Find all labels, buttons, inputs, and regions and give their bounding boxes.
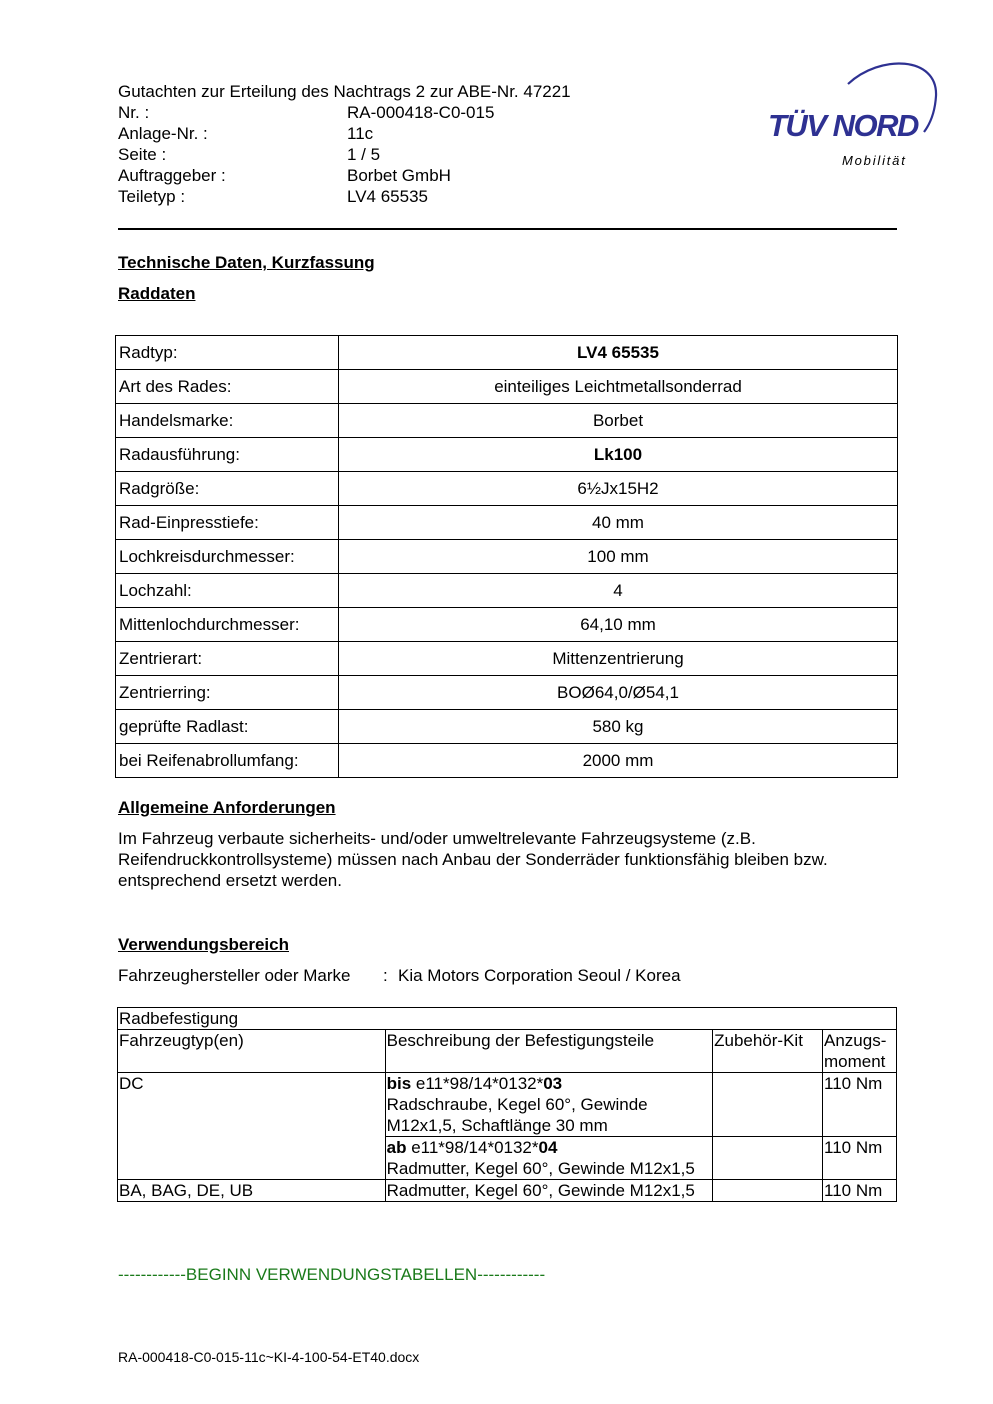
section-technische-daten: Technische Daten, Kurzfassung bbox=[118, 253, 375, 272]
approval-code: e11*98/14*0132* bbox=[415, 1074, 544, 1093]
table-row bbox=[118, 1180, 897, 1202]
raddaten-value: 100 mm bbox=[339, 540, 898, 574]
raddaten-value: 2000 mm bbox=[339, 744, 898, 778]
radbefestigung-title: Radbefestigung bbox=[118, 1008, 897, 1030]
moment-cell: 110 Nm bbox=[823, 1180, 897, 1202]
tuv-nord-logo bbox=[760, 56, 945, 171]
footer-filename: RA-000418-C0-015-11c~KI-4-100-54-ET40.docx bbox=[118, 1349, 420, 1365]
raddaten-label: Lochkreisdurchmesser: bbox=[116, 540, 339, 574]
table-row bbox=[116, 540, 898, 574]
table-row bbox=[118, 1073, 897, 1137]
kit-cell bbox=[713, 1073, 823, 1137]
header-label: Seite : bbox=[118, 145, 167, 164]
beginn-verwendungstabellen: ------------BEGINN VERWENDUNGSTABELLEN------------ bbox=[118, 1265, 546, 1284]
raddaten-label: Handelsmarke: bbox=[116, 404, 339, 438]
table-row bbox=[116, 404, 898, 438]
hersteller-label: Fahrzeughersteller oder Marke bbox=[118, 966, 351, 985]
raddaten-value: Borbet bbox=[339, 404, 898, 438]
header-anzugsmoment: Anzugs-moment bbox=[823, 1030, 897, 1073]
table-row bbox=[116, 506, 898, 540]
raddaten-value: BOØ64,0/Ø54,1 bbox=[339, 676, 898, 710]
raddaten-value: 580 kg bbox=[339, 710, 898, 744]
raddaten-label: Rad-Einpresstiefe: bbox=[116, 506, 339, 540]
raddaten-label: Radgröße: bbox=[116, 472, 339, 506]
raddaten-value: 64,10 mm bbox=[339, 608, 898, 642]
header-row bbox=[118, 186, 571, 207]
raddaten-label: Zentrierart: bbox=[116, 642, 339, 676]
raddaten-table bbox=[115, 335, 898, 778]
table-row bbox=[116, 370, 898, 404]
hersteller-sep: : bbox=[383, 966, 388, 985]
document-header bbox=[118, 81, 571, 207]
header-fahrzeugtyp: Fahrzeugtyp(en) bbox=[118, 1030, 386, 1073]
raddaten-value: 6½Jx15H2 bbox=[339, 472, 898, 506]
document-title: Gutachten zur Erteilung des Nachtrags 2 zur ABE-Nr. 47221 bbox=[118, 82, 571, 101]
hersteller-value: Kia Motors Corporation Seoul / Korea bbox=[398, 966, 681, 985]
table-row bbox=[116, 676, 898, 710]
beschreibung-cell bbox=[385, 1137, 713, 1180]
header-value: RA-000418-C0-015 bbox=[347, 103, 495, 122]
part-description: Radmutter, Kegel 60°, Gewinde M12x1,5 bbox=[385, 1180, 713, 1202]
table-title-row bbox=[118, 1008, 897, 1030]
table-row bbox=[116, 438, 898, 472]
fahrzeugtyp-cell: DC bbox=[118, 1073, 386, 1180]
header-value: 1 / 5 bbox=[347, 145, 381, 164]
kit-cell bbox=[713, 1137, 823, 1180]
table-header-row bbox=[118, 1030, 897, 1073]
header-rule bbox=[118, 228, 897, 230]
header-label: Anlage-Nr. : bbox=[118, 124, 208, 143]
section-verwendungsbereich: Verwendungsbereich bbox=[118, 935, 289, 954]
moment-cell: 110 Nm bbox=[823, 1137, 897, 1180]
header-label: Nr. : bbox=[118, 103, 150, 122]
raddaten-label: Radtyp: bbox=[116, 336, 339, 370]
table-row bbox=[116, 336, 898, 370]
section-allgemeine-anforderungen: Allgemeine Anforderungen bbox=[118, 798, 336, 817]
raddaten-label: geprüfte Radlast: bbox=[116, 710, 339, 744]
part-description: Radschraube, Kegel 60°, Gewinde M12x1,5, Schaftlänge 30 mm bbox=[386, 1095, 648, 1135]
table-row bbox=[116, 710, 898, 744]
header-value: LV4 65535 bbox=[347, 187, 428, 206]
bis-prefix: bis bbox=[386, 1074, 412, 1093]
logo-arc-icon bbox=[760, 56, 945, 171]
table-row bbox=[116, 608, 898, 642]
raddaten-label: bei Reifenabrollumfang: bbox=[116, 744, 339, 778]
raddaten-label: Lochzahl: bbox=[116, 574, 339, 608]
raddaten-label: Mittenlochdurchmesser: bbox=[116, 608, 339, 642]
raddaten-value: 4 bbox=[339, 574, 898, 608]
header-value: Borbet GmbH bbox=[347, 166, 451, 185]
table-row bbox=[116, 574, 898, 608]
section-raddaten: Raddaten bbox=[118, 284, 196, 303]
approval-code-suffix: 03 bbox=[543, 1074, 563, 1093]
table-row bbox=[116, 744, 898, 778]
raddaten-value: einteiliges Leichtmetallsonderrad bbox=[339, 370, 898, 404]
header-row bbox=[118, 102, 571, 123]
raddaten-value: 40 mm bbox=[339, 506, 898, 540]
header-value: 11c bbox=[347, 124, 374, 143]
part-description: Radmutter, Kegel 60°, Gewinde M12x1,5 bbox=[386, 1159, 695, 1178]
hersteller-line bbox=[118, 965, 681, 986]
table-row bbox=[116, 642, 898, 676]
moment-cell: 110 Nm bbox=[823, 1073, 897, 1137]
radbefestigung-table bbox=[117, 1007, 897, 1202]
raddaten-label: Zentrierring: bbox=[116, 676, 339, 710]
header-row bbox=[118, 123, 571, 144]
kit-cell bbox=[713, 1180, 823, 1202]
raddaten-value: LV4 65535 bbox=[339, 336, 898, 370]
allgemeine-text: Im Fahrzeug verbaute sicherheits- und/oder umweltrelevante Fahrzeugsysteme (z.B. Reifendruckkontrollsysteme) müssen nach Anbau der Sonderräder funktionsfähig bleiben bzw. entsprechend ersetzt werden. bbox=[118, 829, 828, 890]
beschreibung-cell bbox=[385, 1073, 713, 1137]
raddaten-value: Mittenzentrierung bbox=[339, 642, 898, 676]
header-row bbox=[118, 144, 571, 165]
table-row bbox=[116, 472, 898, 506]
header-beschreibung: Beschreibung der Befestigungsteile bbox=[385, 1030, 713, 1073]
header-row bbox=[118, 165, 571, 186]
header-label: Teiletyp : bbox=[118, 187, 186, 206]
logo-brand: TÜV NORD bbox=[768, 108, 918, 143]
approval-code-suffix: 04 bbox=[538, 1138, 558, 1157]
header-rows bbox=[118, 102, 571, 207]
fahrzeugtyp-cell: BA, BAG, DE, UB bbox=[118, 1180, 386, 1202]
ab-prefix: ab bbox=[386, 1138, 407, 1157]
header-label: Auftraggeber : bbox=[118, 166, 226, 185]
logo-subtitle: Mobilität bbox=[842, 153, 907, 168]
approval-code: e11*98/14*0132* bbox=[411, 1138, 539, 1157]
raddaten-label: Art des Rades: bbox=[116, 370, 339, 404]
header-zubehoer-kit: Zubehör-Kit bbox=[713, 1030, 823, 1073]
raddaten-value: Lk100 bbox=[339, 438, 898, 472]
raddaten-label: Radausführung: bbox=[116, 438, 339, 472]
